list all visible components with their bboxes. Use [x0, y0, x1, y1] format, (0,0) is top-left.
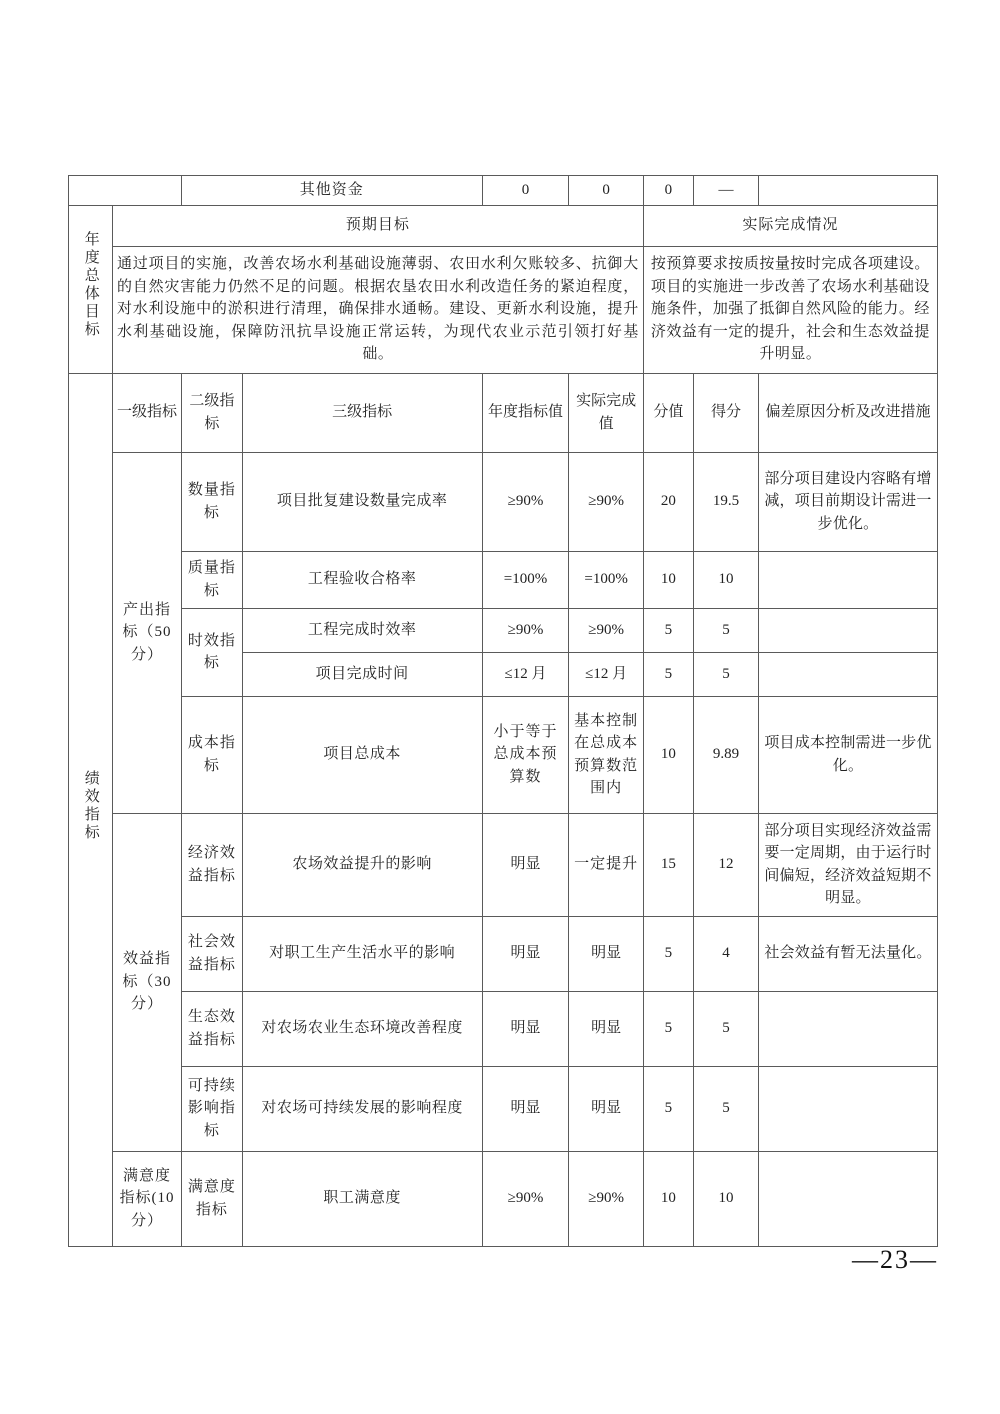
indicator-actual-value: ≤12 月	[569, 652, 643, 696]
indicator-annual-target: 明显	[482, 916, 569, 991]
indicator-actual-value: 明显	[569, 1066, 643, 1151]
indicator-actual-value: 基本控制在总成本预算数范围内	[569, 696, 643, 813]
indicator-annual-target: 小于等于总成本预算数	[482, 696, 569, 813]
col-header-level3: 三级指标	[242, 373, 482, 452]
subgroup-label-quality: 质量指标	[182, 551, 243, 608]
actual-completion-text: 按预算要求按质按量按时完成各项建设。项目的实施进一步改善了农场水利基础设施条件，加强了抵御自然风险的能力。经济效益有一定的提升，社会和生态效益提升明显。	[643, 246, 937, 373]
annual-goal-row-label	[69, 205, 113, 373]
indicator-actual-value: ≥90%	[569, 452, 643, 551]
indicator-deviation	[758, 608, 937, 652]
expected-target-header: 预期目标	[112, 205, 643, 246]
group-label-satisfaction: 满意度指标(10分）	[112, 1151, 181, 1246]
indicator-name: 项目批复建设数量完成率	[242, 452, 482, 551]
indicator-deviation: 部分项目实现经济效益需要一定周期，由于运行时间偏短，经济效益短期不明显。	[758, 813, 937, 916]
indicator-name: 对农场可持续发展的影响程度	[242, 1066, 482, 1151]
subgroup-label-quantity: 数量指标	[182, 452, 243, 551]
indicator-score-value: 10	[643, 551, 693, 608]
table-row	[69, 696, 938, 813]
table-row	[69, 452, 938, 551]
indicator-actual-value: ≥90%	[569, 1151, 643, 1246]
indicator-score-earned: 12	[694, 813, 759, 916]
subgroup-label-sustainability: 可持续影响指标	[182, 1066, 243, 1151]
indicator-score-earned: 10	[694, 551, 759, 608]
col-header-score-value: 分值	[643, 373, 693, 452]
indicator-score-value: 5	[643, 916, 693, 991]
indicator-name: 农场效益提升的影响	[242, 813, 482, 916]
table-row	[69, 991, 938, 1066]
indicator-deviation	[758, 991, 937, 1066]
indicator-annual-target: ≤12 月	[482, 652, 569, 696]
subgroup-label-ecological: 生态效益指标	[182, 991, 243, 1066]
funding-rate: —	[694, 176, 759, 206]
indicator-annual-target: ≥90%	[482, 608, 569, 652]
col-header-annual-target: 年度指标值	[482, 373, 569, 452]
subgroup-label-social: 社会效益指标	[182, 916, 243, 991]
indicator-deviation	[758, 551, 937, 608]
indicator-deviation: 社会效益有暂无法量化。	[758, 916, 937, 991]
indicator-deviation	[758, 1151, 937, 1246]
funding-row-blank-right	[758, 176, 937, 206]
indicator-name: 对农场农业生态环境改善程度	[242, 991, 482, 1066]
annual-goal-row-label-text: 年度总体目标	[82, 231, 99, 340]
annual-goal-header-row	[69, 205, 938, 246]
indicator-score-value: 5	[643, 1066, 693, 1151]
indicator-deviation: 部分项目建设内容略有增减，项目前期设计需进一步优化。	[758, 452, 937, 551]
col-header-actual-value: 实际完成值	[569, 373, 643, 452]
performance-row-label	[69, 373, 113, 1246]
table-row-other-funding	[69, 176, 938, 206]
subgroup-label-timeliness: 时效指标	[182, 608, 243, 696]
indicator-score-value: 20	[643, 452, 693, 551]
funding-row-label: 其他资金	[182, 176, 482, 206]
indicator-deviation	[758, 652, 937, 696]
indicator-annual-target: =100%	[482, 551, 569, 608]
indicator-score-value: 10	[643, 1151, 693, 1246]
funding-value-2: 0	[569, 176, 643, 206]
col-header-score-earned: 得分	[694, 373, 759, 452]
indicator-name: 工程验收合格率	[242, 551, 482, 608]
col-header-level2: 二级指标	[182, 373, 243, 452]
expected-target-text: 通过项目的实施，改善农场水利基础设施薄弱、农田水利欠账较多、抗御大的自然灾害能力仍然不足的问题。根据农垦农田水利改造任务的紧迫程度，对水利设施中的淤积进行清理，确保排水通畅。建设、更新水利设施，提升水利基础设施，保障防汛抗旱设施正常运转，为现代农业示范引领打好基础。	[112, 246, 643, 373]
indicator-annual-target: ≥90%	[482, 452, 569, 551]
table-row	[69, 916, 938, 991]
indicator-score-earned: 4	[694, 916, 759, 991]
table-row	[69, 1151, 938, 1246]
indicator-name: 项目总成本	[242, 696, 482, 813]
indicator-name: 职工满意度	[242, 1151, 482, 1246]
table-row	[69, 608, 938, 652]
indicator-score-earned: 5	[694, 991, 759, 1066]
subgroup-label-cost: 成本指标	[182, 696, 243, 813]
indicator-name: 项目完成时间	[242, 652, 482, 696]
indicator-score-earned: 5	[694, 608, 759, 652]
indicator-actual-value: 一定提升	[569, 813, 643, 916]
funding-row-blank-left	[69, 176, 182, 206]
indicator-score-value: 5	[643, 652, 693, 696]
indicator-actual-value: =100%	[569, 551, 643, 608]
indicator-score-earned: 10	[694, 1151, 759, 1246]
table-row	[69, 1066, 938, 1151]
indicator-annual-target: 明显	[482, 1066, 569, 1151]
indicator-score-earned: 9.89	[694, 696, 759, 813]
indicator-score-earned: 5	[694, 1066, 759, 1151]
performance-header-row	[69, 373, 938, 452]
subgroup-label-economic: 经济效益指标	[182, 813, 243, 916]
indicator-score-value: 15	[643, 813, 693, 916]
indicator-name: 对职工生产生活水平的影响	[242, 916, 482, 991]
subgroup-label-satisfaction: 满意度指标	[182, 1151, 243, 1246]
col-header-level1: 一级指标	[112, 373, 181, 452]
indicator-actual-value: 明显	[569, 991, 643, 1066]
indicator-actual-value: ≥90%	[569, 608, 643, 652]
funding-value-3: 0	[643, 176, 693, 206]
indicator-score-earned: 5	[694, 652, 759, 696]
col-header-deviation: 偏差原因分析及改进措施	[758, 373, 937, 452]
indicator-score-value: 5	[643, 608, 693, 652]
group-label-benefit: 效益指标（30分）	[112, 813, 181, 1151]
indicator-deviation: 项目成本控制需进一步优化。	[758, 696, 937, 813]
performance-row-label-text: 绩效指标	[82, 769, 99, 842]
indicator-name: 工程完成时效率	[242, 608, 482, 652]
indicator-score-value: 10	[643, 696, 693, 813]
group-label-output: 产出指标（50分）	[112, 452, 181, 813]
table-row	[69, 551, 938, 608]
actual-completion-header: 实际完成情况	[643, 205, 937, 246]
indicator-annual-target: 明显	[482, 813, 569, 916]
indicator-score-earned: 19.5	[694, 452, 759, 551]
performance-evaluation-table	[68, 175, 938, 1247]
indicator-annual-target: ≥90%	[482, 1151, 569, 1246]
indicator-actual-value: 明显	[569, 916, 643, 991]
table-row	[69, 813, 938, 916]
annual-goal-body-row	[69, 246, 938, 373]
indicator-annual-target: 明显	[482, 991, 569, 1066]
page-number: —23—	[852, 1245, 938, 1274]
indicator-score-value: 5	[643, 991, 693, 1066]
funding-value-1: 0	[482, 176, 569, 206]
indicator-deviation	[758, 1066, 937, 1151]
